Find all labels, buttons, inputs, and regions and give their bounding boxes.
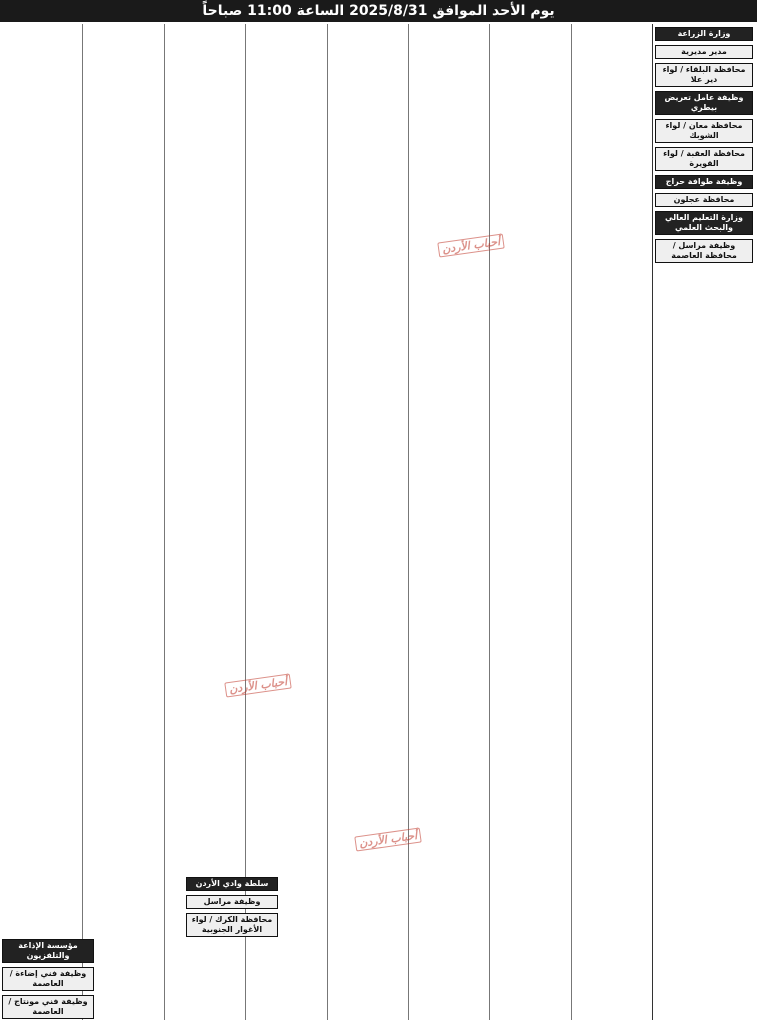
section-heading: محافظة معان / لواء الشوبك — [655, 119, 753, 143]
name-column-1 — [571, 24, 652, 1020]
date-banner — [0, 0, 757, 22]
name-column-6 — [164, 24, 245, 1020]
section-heading: سلطة وادي الأردن — [186, 877, 278, 891]
section-heading: وظيفة فني مونتاج / العاصمة — [2, 995, 94, 1019]
name-column-4 — [327, 24, 408, 1020]
section-heading: وزارة التعليم العالي والبحث العلمي — [655, 211, 753, 235]
name-column-3 — [408, 24, 489, 1020]
bottom-left-sections — [2, 938, 94, 1020]
page-title: يوم الأحد الموافق 2025/8/31 الساعة 11:00 صباحاً — [202, 3, 555, 19]
section-heading: وظيفة فني إضاءة / العاصمة — [2, 967, 94, 991]
section-heading: محافظة عجلون — [655, 193, 753, 207]
section-heading: مؤسسة الإذاعة والتلفزيون — [2, 939, 94, 963]
side-column — [652, 24, 755, 1020]
section-heading: مدير مديرية — [655, 45, 753, 59]
bottom-center-sections — [186, 876, 278, 938]
name-listing-area — [2, 24, 755, 1020]
name-column-7 — [82, 24, 163, 1020]
watermark-stamp: أحباب الأردن — [437, 233, 505, 257]
section-heading: وزارة الزراعة — [655, 27, 753, 41]
section-heading: وظيفة طوافة حراج — [655, 175, 753, 189]
name-column-5 — [245, 24, 326, 1020]
section-heading: محافظة البلقاء / لواء دير علا — [655, 63, 753, 87]
section-heading: محافظة العقبة / لواء القويرة — [655, 147, 753, 171]
name-column-8 — [2, 24, 82, 1020]
section-heading: وظيفة مراسل / محافظة العاصمة — [655, 239, 753, 263]
section-heading: وظيفة مراسل — [186, 895, 278, 909]
section-heading: محافظة الكرك / لواء الأغوار الجنوبية — [186, 913, 278, 937]
name-column-2 — [489, 24, 570, 1020]
watermark-stamp: أحباب الأردن — [224, 673, 292, 697]
watermark-stamp: أحباب الأردن — [354, 827, 422, 851]
section-heading: وظيفة عامل تعريض بيطري — [655, 91, 753, 115]
